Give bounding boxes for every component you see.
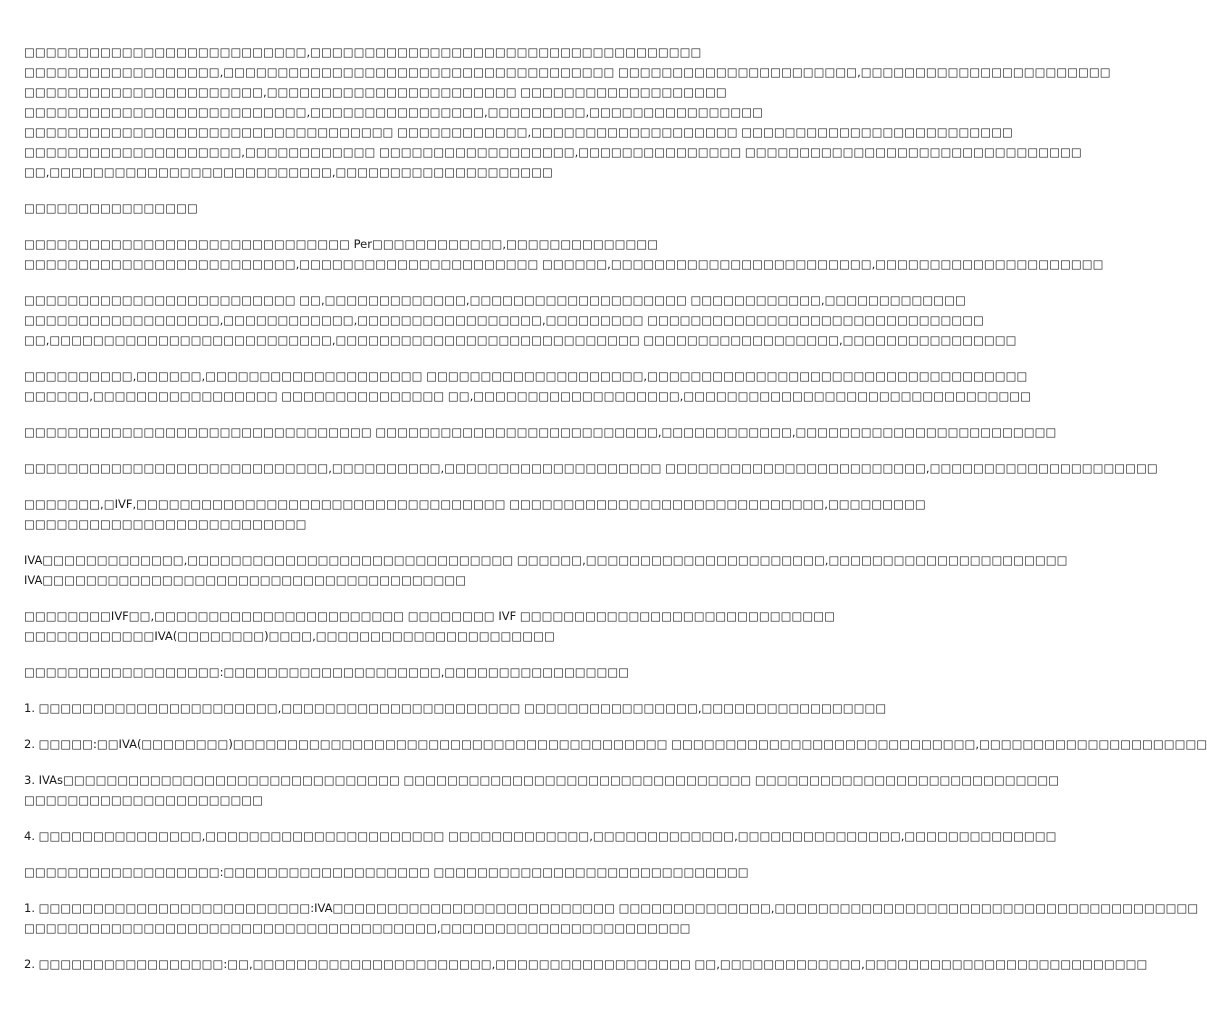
paragraph — [24, 698, 887, 718]
text-line: □□□□□□□□□□□□□□□□□□□□□□□□□,□□□□□□□□□□□□□□□□□□□□□□ □□□□□□,□□□□□□□□□□□□□□□□□□□□□□□□,□□□□□□□□□□□□□□□□□□□□□ — [24, 257, 1104, 271]
text-line: □□□□□□□□□□□□□□□□□□:□□□□□□□□□□□□□□□□□□□ □□□□□□□□□□□□□□□□□□□□□□□□□□□□□ — [24, 865, 749, 879]
text-line: □□,□□□□□□□□□□□□□□□□□□□□□□□□□□,□□□□□□□□□□□□□□□□□□□□ — [24, 165, 553, 179]
text-line: □□□□□□□□□□□□□□□□□□□□□□□□□ □□,□□□□□□□□□□□□□,□□□□□□□□□□□□□□□□□□□□ □□□□□□□□□□□□,□□□□□□□□□□□□□ — [24, 293, 966, 307]
paragraph — [24, 662, 700, 682]
text-line: □□□□□□,□□□□□□□□□□□□□□□□□ □□□□□□□□□□□□□□□ □□,□□□□□□□□□□□□□□□□□□□,□□□□□□□□□□□□□□□□□□□□□□□□□□□□□□□□ — [24, 389, 1032, 403]
text-line: □□□□□□□□□□,□□□□□□,□□□□□□□□□□□□□□□□□□□□ □□□□□□□□□□□□□□□□□□□□,□□□□□□□□□□□□□□□□□□□□□□□□□□□□□□□□□□□ — [24, 369, 1028, 383]
text-line: □□□□□□□□□□□□□□□□□□□□□□□□□□□□□□ Per□□□□□□□□□□□□,□□□□□□□□□□□□□□ — [24, 237, 659, 251]
paragraph — [24, 234, 1104, 274]
text-line: □□□□□□□□□□□□□□□□□□□□□□□□□□ — [24, 517, 307, 531]
text-line: 1. □□□□□□□□□□□□□□□□□□□□□□,□□□□□□□□□□□□□□□□□□□□□□ □□□□□□□□□□□□□□□□,□□□□□□□□□□□□□□□□□ — [24, 701, 887, 715]
text-line: □□□□□□□□□□□□IVA(□□□□□□□□)□□□□,□□□□□□□□□□□□□□□□□□□□□□ — [24, 629, 555, 643]
text-line: □□,□□□□□□□□□□□□□□□□□□□□□□□□□□,□□□□□□□□□□□□□□□□□□□□□□□□□□□□ □□□□□□□□□□□□□□□□□□,□□□□□□□□□□□□□□□□ — [24, 333, 1017, 347]
text-line: IVA□□□□□□□□□□□□□,□□□□□□□□□□□□□□□□□□□□□□□□□□□□□□ □□□□□□,□□□□□□□□□□□□□□□□□□□□□□,□□□□□□□□□□□□□□□□□□□□□□ — [24, 553, 1068, 567]
paragraph — [24, 898, 1199, 938]
document-page — [24, 42, 1207, 990]
paragraph — [24, 422, 1057, 442]
text-line: IVA□□□□□□□□□□□□□□□□□□□□□□□□□□□□□□□□□□□□□□□ — [24, 573, 467, 587]
text-line: □□□□□□□□□□□□□□□□ — [24, 201, 198, 215]
text-line: 1. □□□□□□□□□□□□□□□□□□□□□□□□□:IVA□□□□□□□□□□□□□□□□□□□□□□□□□□ □□□□□□□□□□□□□□,□□□□□□□□□□□□□□□□□□□□□□□□□□□□□□□□□□□□□□□ — [24, 901, 1199, 915]
paragraph — [24, 826, 1057, 846]
paragraph — [24, 606, 835, 646]
paragraph — [24, 862, 749, 882]
text-line: □□□□□□□□□□□□□□□□□□□□□□□□□□□□,□□□□□□□□□□,□□□□□□□□□□□□□□□□□□□□ □□□□□□□□□□□□□□□□□□□□□□□□,□□□□□□□□□□□□□□□□□□□□□ — [24, 461, 1158, 475]
text-line: □□□□□□□□□□□□□□□□□□:□□□□□□□□□□□□□□□□□□□□,□□□□□□□□□□□□□□□□□ — [24, 665, 630, 679]
paragraph — [24, 954, 1148, 974]
text-line: 2. □□□□□□□□□□□□□□□□□:□□,□□□□□□□□□□□□□□□□□□□□□□,□□□□□□□□□□□□□□□□□□ □□,□□□□□□□□□□□□□,□□□□□□□□□□□□□□□□□□□□□□□□□□ — [24, 957, 1148, 971]
text-line: 3. IVAs□□□□□□□□□□□□□□□□□□□□□□□□□□□□□□□ □□□□□□□□□□□□□□□□□□□□□□□□□□□□□□□□ □□□□□□□□□□□□□□□□□□□□□□□□□□□□ — [24, 773, 1060, 787]
text-line: □□□□□□□□□□□□□□□□□□□□□□□□□□□□□□□□□□□□□□,□□□□□□□□□□□□□□□□□□□□□□□ — [24, 921, 691, 935]
text-line: □□□□□□□□□□□□□□□□□□□□□□□□□□,□□□□□□□□□□□□□□□□□□□□□□□□□□□□□□□□□□□□ — [24, 45, 702, 59]
paragraph — [24, 290, 1017, 350]
text-line: □□□□□□□□□□□□□□□□□□□□□□,□□□□□□□□□□□□□□□□□□□□□□□ □□□□□□□□□□□□□□□□□□□ — [24, 85, 727, 99]
text-line: 2. □□□□□:□□IVA(□□□□□□□□)□□□□□□□□□□□□□□□□□□□□□□□□□□□□□□□□□□□□□□□□ □□□□□□□□□□□□□□□□□□□□□□□□□□□□,□□□□□□□□□□□□□□□□□□□□□ — [24, 737, 1207, 751]
paragraph — [24, 550, 1068, 590]
paragraph — [24, 366, 1032, 406]
paragraph — [24, 734, 1207, 754]
paragraph — [24, 458, 1158, 478]
text-line: □□□□□□□□□□□□□□□□□□,□□□□□□□□□□□□,□□□□□□□□□□□□□□□□□,□□□□□□□□□ □□□□□□□□□□□□□□□□□□□□□□□□□□□□□□□ — [24, 313, 984, 327]
paragraph — [24, 770, 1060, 810]
text-line: □□□□□□□□□□□□□□□□□□,□□□□□□□□□□□□□□□□□□□□□□□□□□□□□□□□□□□□ □□□□□□□□□□□□□□□□□□□□□□,□□□□□□□□□□□□□□□□□□□□□□□ — [24, 65, 1111, 79]
text-line: 4. □□□□□□□□□□□□□□□,□□□□□□□□□□□□□□□□□□□□□□ □□□□□□□□□□□□□,□□□□□□□□□□□□□,□□□□□□□□□□□□□□□,□□□□□□□□□□□□□□ — [24, 829, 1057, 843]
text-line: □□□□□□□□□□□□□□□□□□□□,□□□□□□□□□□□□ □□□□□□□□□□□□□□□□□□,□□□□□□□□□□□□□□□ □□□□□□□□□□□□□□□□□□□□□□□□□□□□□□□ — [24, 145, 1082, 159]
paragraph — [24, 494, 926, 534]
paragraph — [24, 42, 1111, 182]
text-line: □□□□□□□□IVF□□,□□□□□□□□□□□□□□□□□□□□□□□ □□□□□□□□ IVF □□□□□□□□□□□□□□□□□□□□□□□□□□□□□ — [24, 609, 835, 623]
text-line: □□□□□□□□□□□□□□□□□□□□□□ — [24, 793, 264, 807]
text-line: □□□□□□□,□IVF,□□□□□□□□□□□□□□□□□□□□□□□□□□□□□□□□□□ □□□□□□□□□□□□□□□□□□□□□□□□□□□□□,□□□□□□□□□ — [24, 497, 926, 511]
text-line: □□□□□□□□□□□□□□□□□□□□□□□□□□,□□□□□□□□□□□□□□□□,□□□□□□□□□,□□□□□□□□□□□□□□□□ — [24, 105, 763, 119]
text-line: □□□□□□□□□□□□□□□□□□□□□□□□□□□□□□□□ □□□□□□□□□□□□□□□□□□□□□□□□□□,□□□□□□□□□□□□,□□□□□□□□□□□□□□□□□□□□□□□□ — [24, 425, 1057, 439]
text-line: □□□□□□□□□□□□□□□□□□□□□□□□□□□□□□□□□□ □□□□□□□□□□□□,□□□□□□□□□□□□□□□□□□□ □□□□□□□□□□□□□□□□□□□□□□□□□ — [24, 125, 1013, 139]
paragraph — [24, 198, 700, 218]
